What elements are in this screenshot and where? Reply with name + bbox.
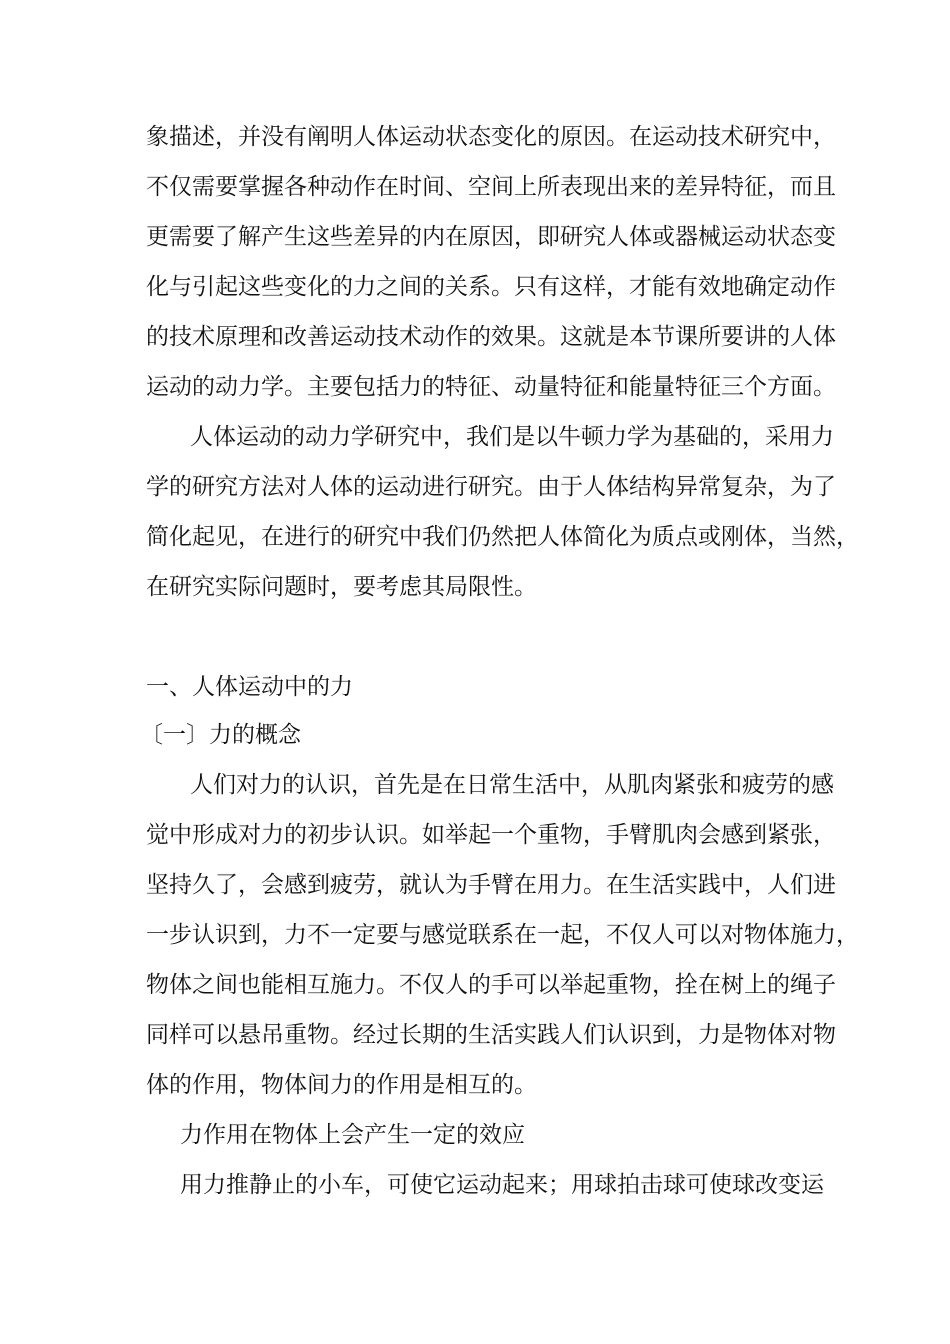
subsection-heading: 〔一〕力的概念 (140, 722, 301, 748)
paragraph-2-line-4: 在研究实际问题时，要考虑其局限性。 (146, 574, 537, 600)
paragraph-1-line-1: 象描述，并没有阐明人体运动状态变化的原因。在运动技术研究中， (146, 124, 836, 150)
paragraph-3-line-3: 坚持久了，会感到疲劳，就认为手臂在用力。在生活实践中，人们进 (146, 872, 836, 898)
paragraph-1-line-6: 运动的动力学。主要包括力的特征、动量特征和能量特征三个方面。 (146, 374, 836, 400)
paragraph-2-line-3: 简化起见，在进行的研究中我们仍然把人体简化为质点或刚体，当然， (146, 524, 859, 550)
paragraph-3-line-6: 同样可以悬吊重物。经过长期的生活实践人们认识到，力是物体对物 (146, 1022, 836, 1048)
paragraph-4: 力作用在物体上会产生一定的效应 (180, 1122, 525, 1148)
paragraph-3-line-4: 一步认识到，力不一定要与感觉联系在一起，不仅人可以对物体施力， (146, 922, 859, 948)
paragraph-2-line-2: 学的研究方法对人体的运动进行研究。由于人体结构异常复杂，为了 (146, 474, 836, 500)
paragraph-3-line-1: 人们对力的认识，首先是在日常生活中，从肌肉紧张和疲劳的感 (190, 772, 834, 798)
paragraph-1-line-3: 更需要了解产生这些差异的内在原因，即研究人体或器械运动状态变 (146, 224, 836, 250)
paragraph-2-line-1: 人体运动的动力学研究中，我们是以牛顿力学为基础的，采用力 (190, 424, 834, 450)
paragraph-3-line-7: 体的作用，物体间力的作用是相互的。 (146, 1072, 537, 1098)
paragraph-3-line-2: 觉中形成对力的初步认识。如举起一个重物，手臂肌肉会感到紧张， (146, 822, 836, 848)
paragraph-1-line-5: 的技术原理和改善运动技术动作的效果。这就是本节课所要讲的人体 (146, 324, 836, 350)
paragraph-1-line-2: 不仅需要掌握各种动作在时间、空间上所表现出来的差异特征，而且 (146, 174, 836, 200)
paragraph-1-line-4: 化与引起这些变化的力之间的关系。只有这样，才能有效地确定动作 (146, 274, 836, 300)
paragraph-3-line-5: 物体之间也能相互施力。不仅人的手可以举起重物，拴在树上的绳子 (146, 972, 836, 998)
paragraph-5-line-1: 用力推静止的小车，可使它运动起来；用球拍击球可使球改变运 (180, 1172, 824, 1198)
section-heading: 一、人体运动中的力 (146, 674, 353, 700)
